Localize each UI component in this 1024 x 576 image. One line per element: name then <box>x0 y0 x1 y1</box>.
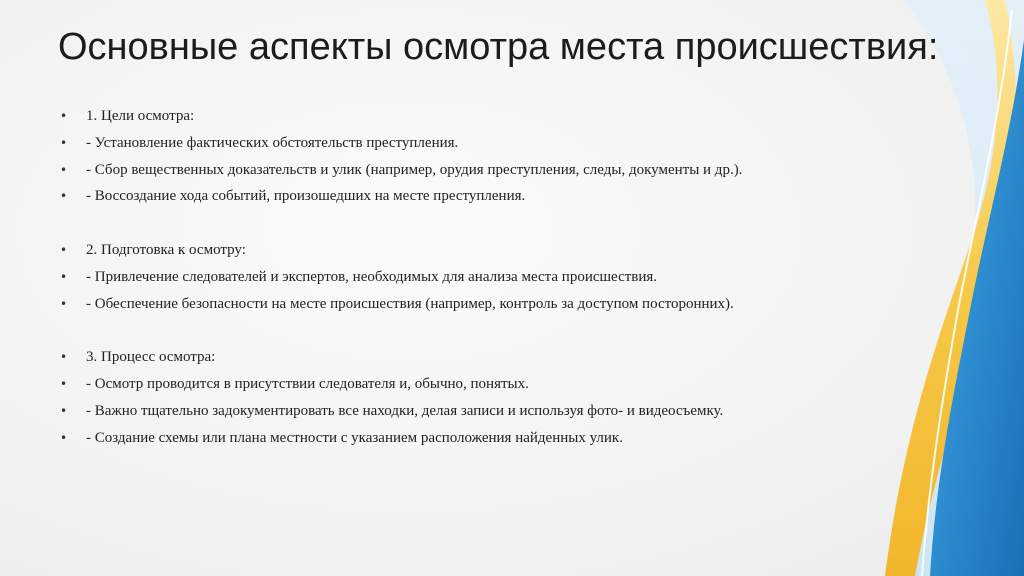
bullet-icon: • <box>60 350 68 365</box>
list-item <box>60 103 940 130</box>
list-item-text: - Осмотр проводится в присутствии следователя и, обычно, понятых. <box>86 375 529 392</box>
list-item <box>60 130 940 157</box>
bullet-icon: • <box>60 109 68 123</box>
list-item-text: - Важно тщательно задокументировать все находки, делая записи и используя фото- и видеосъемку. <box>86 402 724 419</box>
list-item <box>60 264 940 291</box>
bullet-icon: • <box>60 269 68 284</box>
list-item <box>60 398 940 425</box>
bullet-icon: • <box>60 189 68 204</box>
list-item <box>60 157 940 184</box>
list-spacer <box>60 317 940 344</box>
list-spacer <box>60 210 940 237</box>
list-item-text: - Воссоздание хода событий, произошедших на месте преступления. <box>86 188 526 205</box>
bullet-icon: • <box>60 430 68 445</box>
bullet-icon: • <box>60 162 68 177</box>
bullet-icon: • <box>60 376 68 391</box>
list-item <box>60 183 940 210</box>
bullet-icon: • <box>60 242 68 257</box>
list-item-text: - Создание схемы или плана местности с указанием расположения найденных улик. <box>86 429 623 446</box>
list-item <box>60 371 940 398</box>
bullet-icon: • <box>60 403 68 418</box>
list-item <box>60 425 940 452</box>
list-item <box>60 291 940 318</box>
list-item <box>60 237 940 264</box>
list-item-text: - Установление фактических обстоятельств преступления. <box>86 134 459 151</box>
slide-title: Основные аспекты осмотра места происшествия: <box>58 26 939 68</box>
list-item-text: - Привлечение следователей и экспертов, необходимых для анализа места происшествия. <box>86 268 658 285</box>
bullet-icon: • <box>60 296 68 311</box>
list-item-text: 2. Подготовка к осмотру: <box>86 241 246 258</box>
list-item <box>60 344 940 371</box>
list-item-text: 3. Процесс осмотра: <box>86 349 216 366</box>
list-item-text: 1. Цели осмотра: <box>86 108 195 124</box>
list-item-text: - Сбор вещественных доказательств и улик (например, орудия преступления, следы, документы и др.). <box>86 161 743 178</box>
slide-body-list <box>60 103 940 451</box>
list-item-text: - Обеспечение безопасности на месте происшествия (например, контроль за доступом посторонних). <box>86 295 734 312</box>
bullet-icon: • <box>60 135 68 150</box>
